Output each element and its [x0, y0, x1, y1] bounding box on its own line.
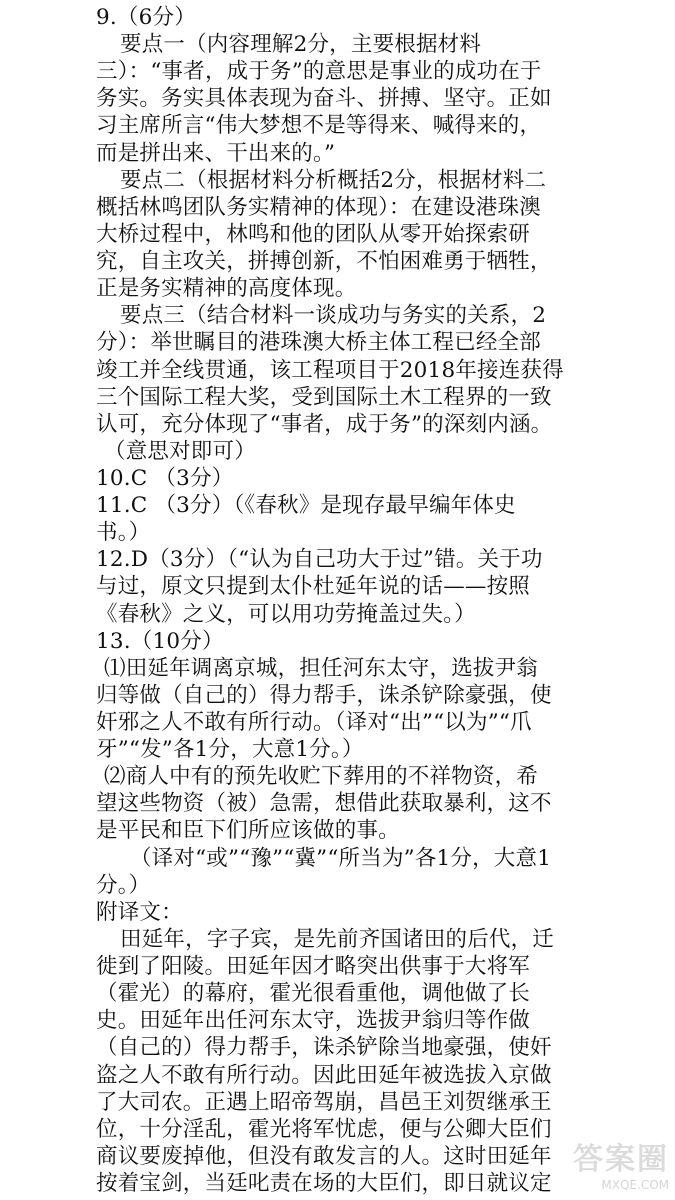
text-line: 三）：“事者，成于务”的意思是事业的成功在于: [96, 59, 542, 85]
text-line: 田延年，字子宾，是先前齐国诸田的后代，迁: [120, 926, 555, 952]
text-line: 归等做（自己的）得力帮手，诛杀铲除豪强，使: [96, 682, 552, 708]
text-line: 位，十分淫乱，霍光将军忧虑，便与公卿大臣们: [96, 1116, 552, 1142]
text-line: （自己的）得力帮手，诛杀铲除当地豪强，使奸: [96, 1035, 552, 1061]
text-line: 是平民和臣下们所应该做的事。: [96, 818, 400, 844]
text-line: 概括林鸣团队务实精神的体现）：在建设港珠澳: [96, 194, 541, 220]
text-line: 与过，原文只提到太仆杜延年说的话——按照: [96, 574, 531, 600]
text-line: 商议要废掉他，但没有敢发言的人。这时田延年: [96, 1143, 552, 1169]
text-line: 附译文：: [96, 899, 183, 925]
text-line: 12.D（3分）（“认为自己功大于过”错。关于功: [96, 547, 543, 573]
text-line: （译对“或”“豫”“冀”“所当为”各1分，大意1: [130, 845, 552, 871]
text-line: 9.（6分）: [96, 5, 196, 30]
text-line: 史。田延年出任河东太守，选拔尹翁归等作做: [96, 1008, 531, 1034]
text-line: 牙”“发”各1分，大意1分。）: [96, 737, 364, 763]
text-line: 13.（10分）: [96, 628, 224, 654]
text-line: 要点一（内容理解2分，主要根据材料: [120, 32, 482, 58]
text-line: 认可，充分体现了“事者，成于务”的深刻内涵。: [96, 411, 553, 437]
text-line: 《春秋》之义，可以用功劳掩盖过失。）: [96, 601, 476, 627]
text-line: 分）：举世瞩目的港珠澳大桥主体工程已经全部: [96, 330, 541, 356]
text-line: 11.C （3分）（《春秋》是现存最早编年体史: [96, 493, 516, 519]
text-line: 奸邪之人不敢有所行动。（译对“出”“以为”“爪: [96, 710, 532, 736]
text-line: 要点二（根据材料分析概括2分，根据材料二: [120, 167, 547, 193]
text-line: （霍光）的幕府，霍光很看重他，调他做了长: [96, 981, 531, 1007]
text-line: 大桥过程中，林鸣和他的团队从零开始探索研: [96, 221, 531, 247]
text-line: （意思对即可）: [104, 438, 256, 464]
text-line: 了大司农。正遇上昭帝驾崩，昌邑王刘贺继承王: [96, 1089, 552, 1115]
text-line: 习主席所言“伟大梦想不是等得来、喊得来的，: [96, 113, 542, 139]
text-line: 徙到了阳陵。田延年因才略突出供事于大将军: [96, 954, 531, 980]
text-line: 10.C （3分）: [96, 465, 234, 491]
text-line: 按着宝剑，当廷叱责在场的大臣们，即日就议定: [96, 1171, 552, 1196]
text-line: 书。）: [96, 520, 151, 546]
watermark-logo: 答案圈: [573, 1142, 669, 1177]
text-line: 竣工并全线贯通，该工程项目于2018年接连获得: [96, 357, 564, 383]
text-line: 而是拼出来、干出来的。”: [96, 140, 336, 166]
text-line: 分。）: [96, 872, 151, 898]
text-line: 要点三（结合材料一谈成功与务实的关系，2: [120, 303, 547, 329]
watermark: [565, 1140, 669, 1192]
text-line: ⑵商人中有的预先收贮下葬用的不祥物资，希: [104, 764, 539, 790]
text-line: 究，自主攻关，拼搏创新，不怕困难勇于牺牲，: [96, 249, 552, 275]
text-line: 三个国际工程大奖，受到国际土木工程界的一致: [96, 384, 552, 410]
text-line: 望这些物资（被）急需，想借此获取暴利，这不: [96, 791, 552, 817]
text-line: 务实。务实具体表现为奋斗、拼搏、坚守。正如: [96, 86, 552, 112]
text-line: 正是务实精神的高度体现。: [96, 276, 357, 302]
watermark-text: MXQE.COM: [601, 1178, 669, 1192]
text-line: ⑴田延年调离京城，担任河东太守，选拔尹翁: [104, 655, 539, 681]
text-line: 盗之人不敢有所行动。因此田延年被选拔入京做: [96, 1062, 552, 1088]
